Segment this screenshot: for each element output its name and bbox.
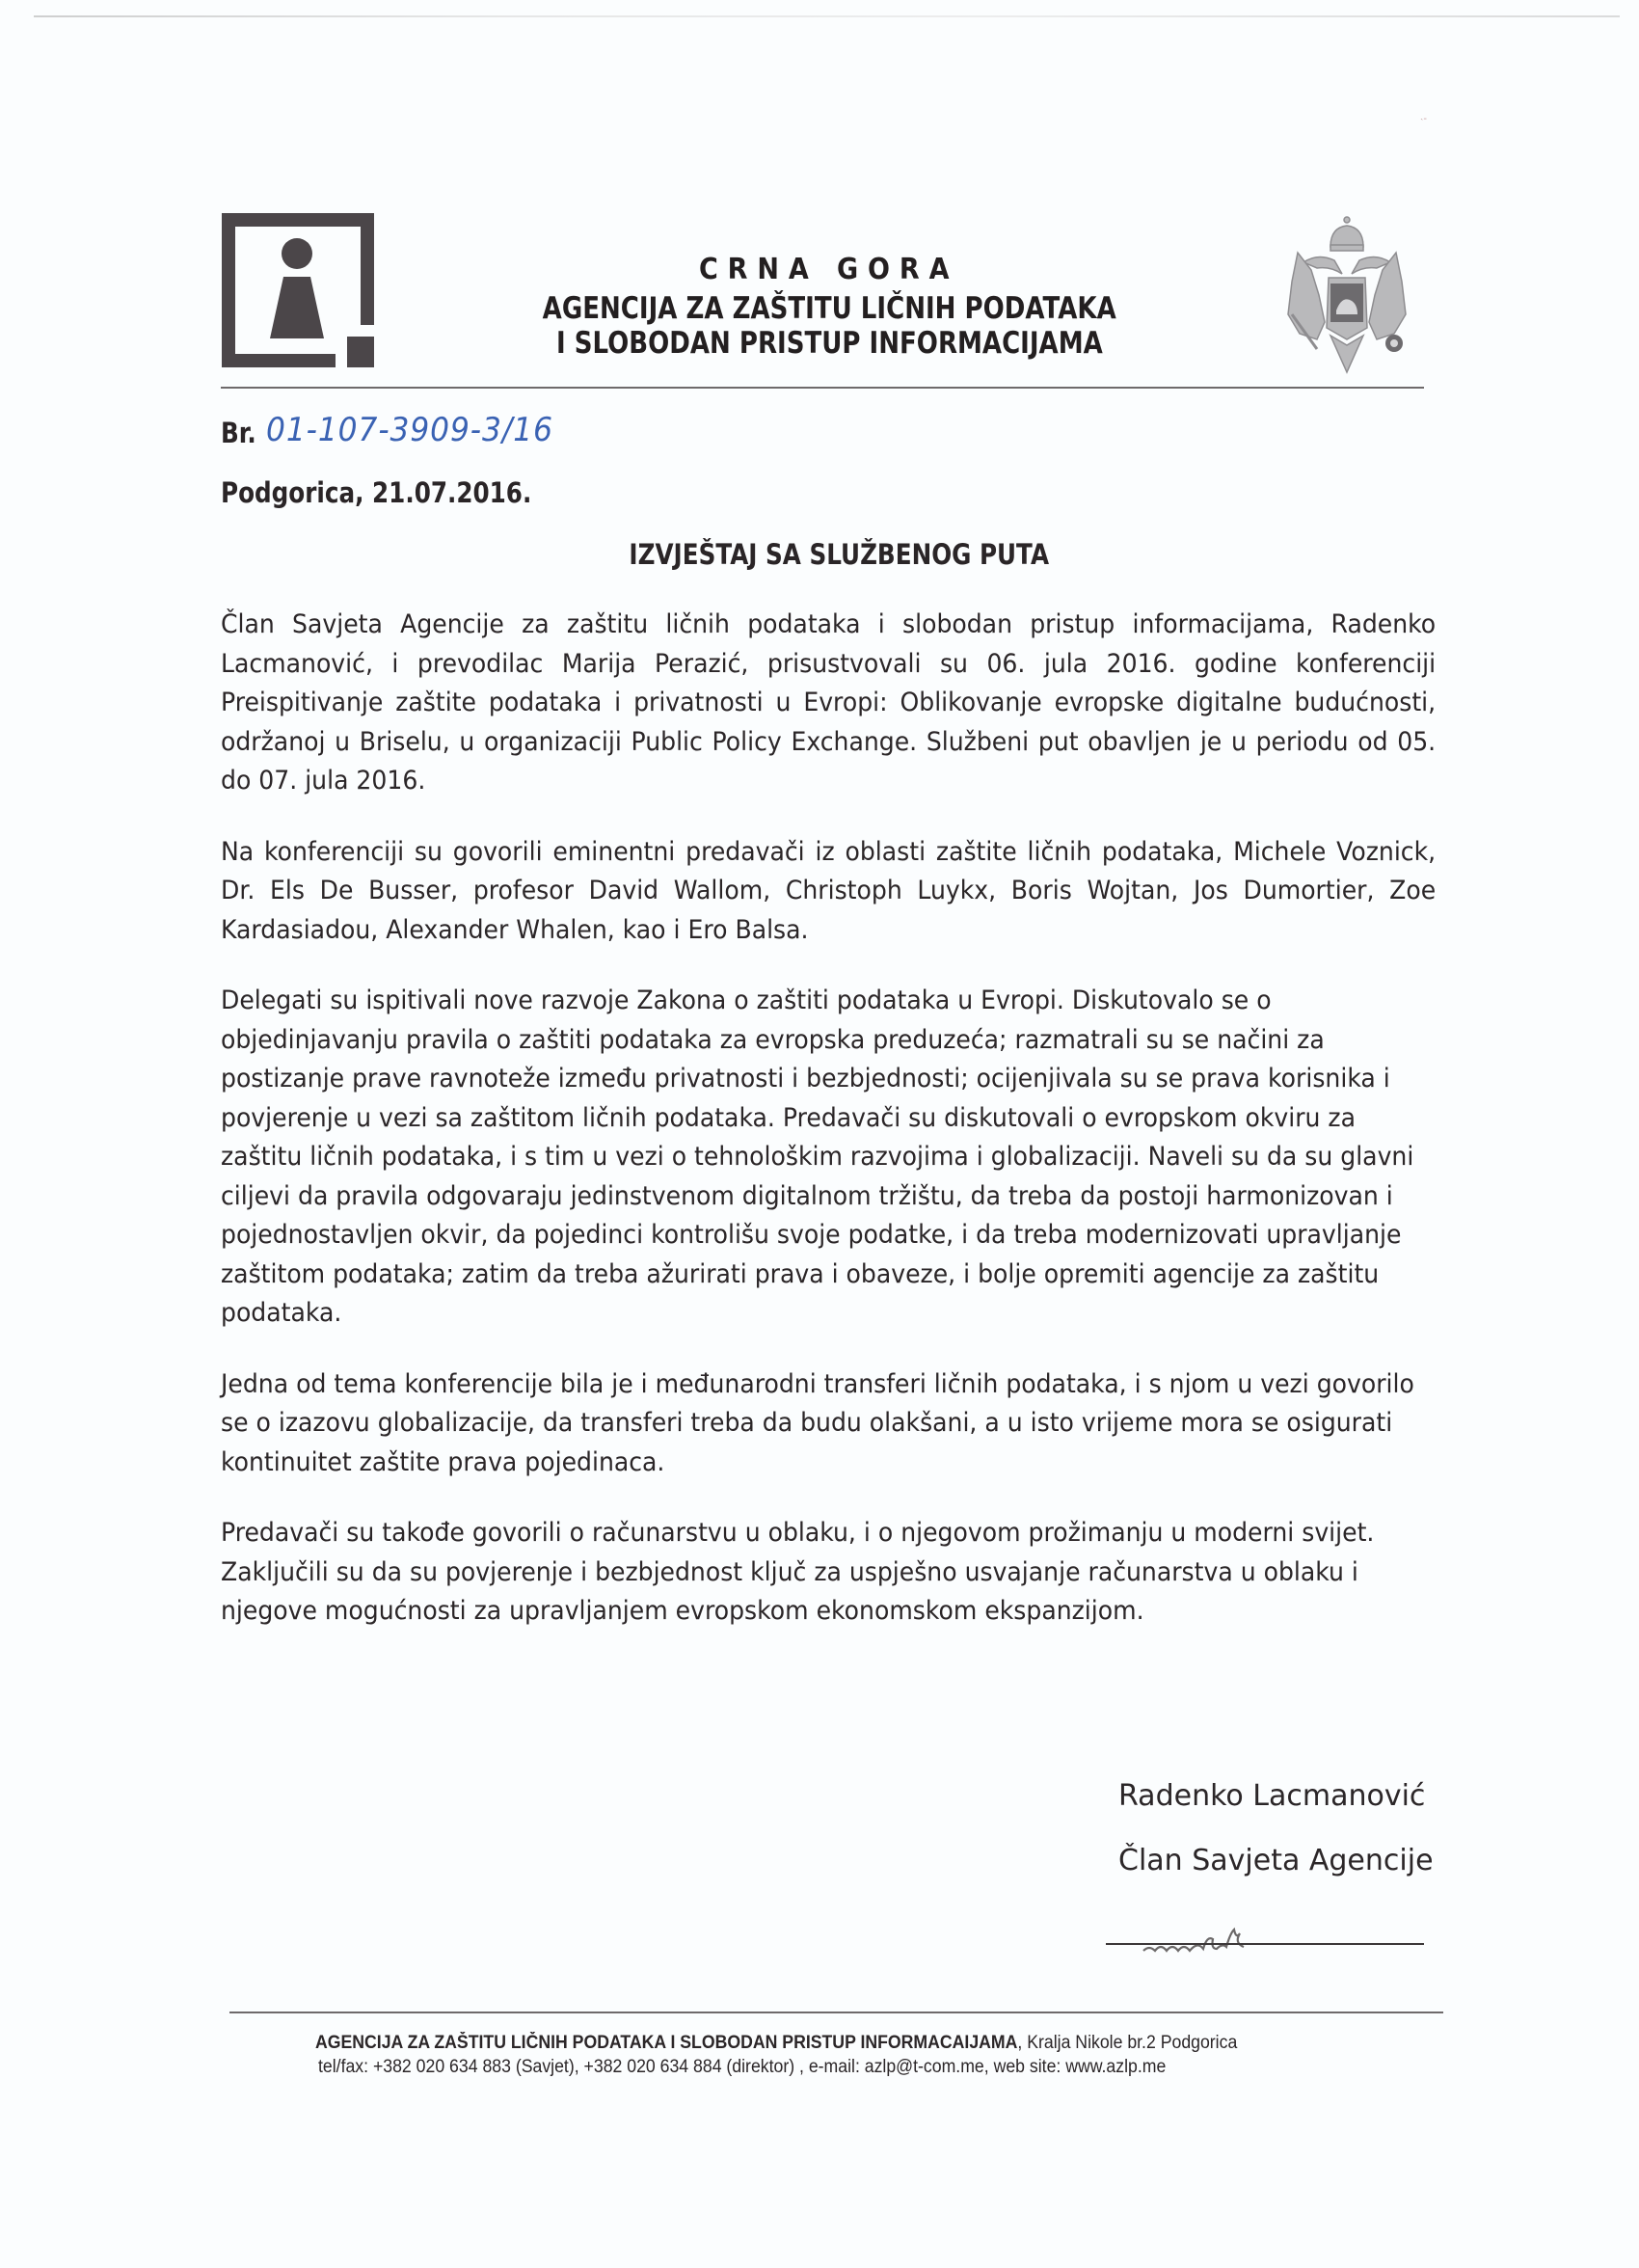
reference-label: Br.: [221, 417, 256, 449]
footer-contact: [318, 2057, 1229, 2078]
paragraph-cloud: Predavači su takođe govorili o računarstvu u oblaku, i o njegovom prožimanju u moderni svijet. Zaključili su da su povjerenje i bezbjednost ključ za uspješno usvajanje računarstva u oblaku i njegove mogućnosti za upravljanjem evropskom ekonomskom ekspanzijom.: [221, 1518, 1375, 1626]
document-title: IZVJEŠTAJ SA SLUŽBENOG PUTA: [629, 538, 1049, 571]
header-agency-line2: I SLOBODAN PRISTUP INFORMACIJAMA: [555, 326, 1103, 361]
signatory-role: Član Savjeta Agencije: [1118, 1844, 1434, 1877]
montenegro-coat-of-arms-icon: [1275, 214, 1419, 374]
footer-contact-text: tel/fax: +382 020 634 883 (Savjet), +382 020 634 884 (direktor) , e-mail: azlp@t-com.me, web site: www.azlp.me: [318, 2057, 1167, 2077]
reference-number: [221, 411, 553, 474]
footer-agency-name: AGENCIJA ZA ZAŠTITU LIČNIH PODATAKA I SLOBODAN PRISTUP INFORMACAIJAMA: [315, 2033, 1018, 2053]
report-body: [221, 606, 1436, 1663]
footer-address: , Kralja Nikole br.2 Podgorica: [1017, 2033, 1238, 2053]
paragraph-speakers: Na konferenciji su govorili eminentni predavači iz oblasti zaštite ličnih podataka, Michele Voznick, Dr. Els De Busser, profesor David Wallom, Christoph Luykx, Boris Wojtan, Jos Dumortier, Zoe Kardasiadou, Alexander Whalen, kao i Ero Balsa.: [221, 836, 1437, 945]
header-agency-line1: AGENCIJA ZA ZAŠTITU LIČNIH PODATAKA: [542, 291, 1116, 326]
paragraph-discussion: Delegati su ispitivali nove razvoje Zakona o zaštiti podataka u Evropi. Diskutovalo se o objedinjavanju pravila o zaštiti podataka za evropska preduzeća; razmatrali su se načini za postizanje prave ravnoteže između privatnosti i bezbjednosti; ocijenjivala su se prava korisnika i povjerenje u vezi sa zaštitom ličnih podataka. Predavači su diskutovali o evropskom okviru za zaštitu ličnih podataka, i s tim u vezi o tehnološkim razvojima i globalizaciji. Naveli su da su glavni ciljevi da pravila odgovaraju jedinstvenom digitalnom tržištu, da treba da postoji harmonizovan i pojednostavljen okvir, da pojedinci kontrolišu svoje podatke, i da treba modernizovati upravljanje zaštitom podataka; zatim da treba ažurirati prava i obaveze, i bolje opremiti agencije za zaštitu podataka.: [221, 986, 1414, 1328]
scan-edge-line: [34, 15, 1620, 17]
footer-divider: [229, 2012, 1443, 2013]
handwritten-signature-icon: [1138, 1914, 1282, 1962]
paragraph-transfers: Jedna od tema konferencije bila je i međunarodni transferi ličnih podataka, i s njom u vezi govorilo se o izazovu globalizacije, da transferi treba da budu olakšani, a u isto vrijeme mora se osigurati kontinuitet zaštite prava pojedinaca.: [221, 1368, 1414, 1477]
info-figure-logo-icon: [222, 213, 374, 367]
place-and-date: Podgorica, 21.07.2016.: [221, 476, 532, 509]
reference-handwritten-number: 01-107-3909-3/16: [266, 411, 553, 449]
signatory-name: Radenko Lacmanović: [1118, 1779, 1426, 1813]
paragraph-attendance: Član Savjeta Agencije za zaštitu ličnih podataka i slobodan pristup informacijama, Radenko Lacmanović, i prevodilac Marija Perazić, prisustvovali su 06. jula 2016. godine konferenciji Preispitivanje zaštite podataka i privatnosti u Evropi: Oblikovanje evropske digitalne budućnosti, održanoj u Briselu, u organizaciji Public Policy Exchange. Službeni put obavljen je u periodu od 05. do 07. jula 2016.: [221, 609, 1437, 796]
signature-line: [1106, 1943, 1424, 1945]
header-country: CRNA GORA: [699, 253, 959, 286]
header-divider: [221, 387, 1424, 389]
scan-speck-mark: ˴-: [1420, 114, 1427, 124]
footer-agency-address: [315, 2033, 1306, 2054]
